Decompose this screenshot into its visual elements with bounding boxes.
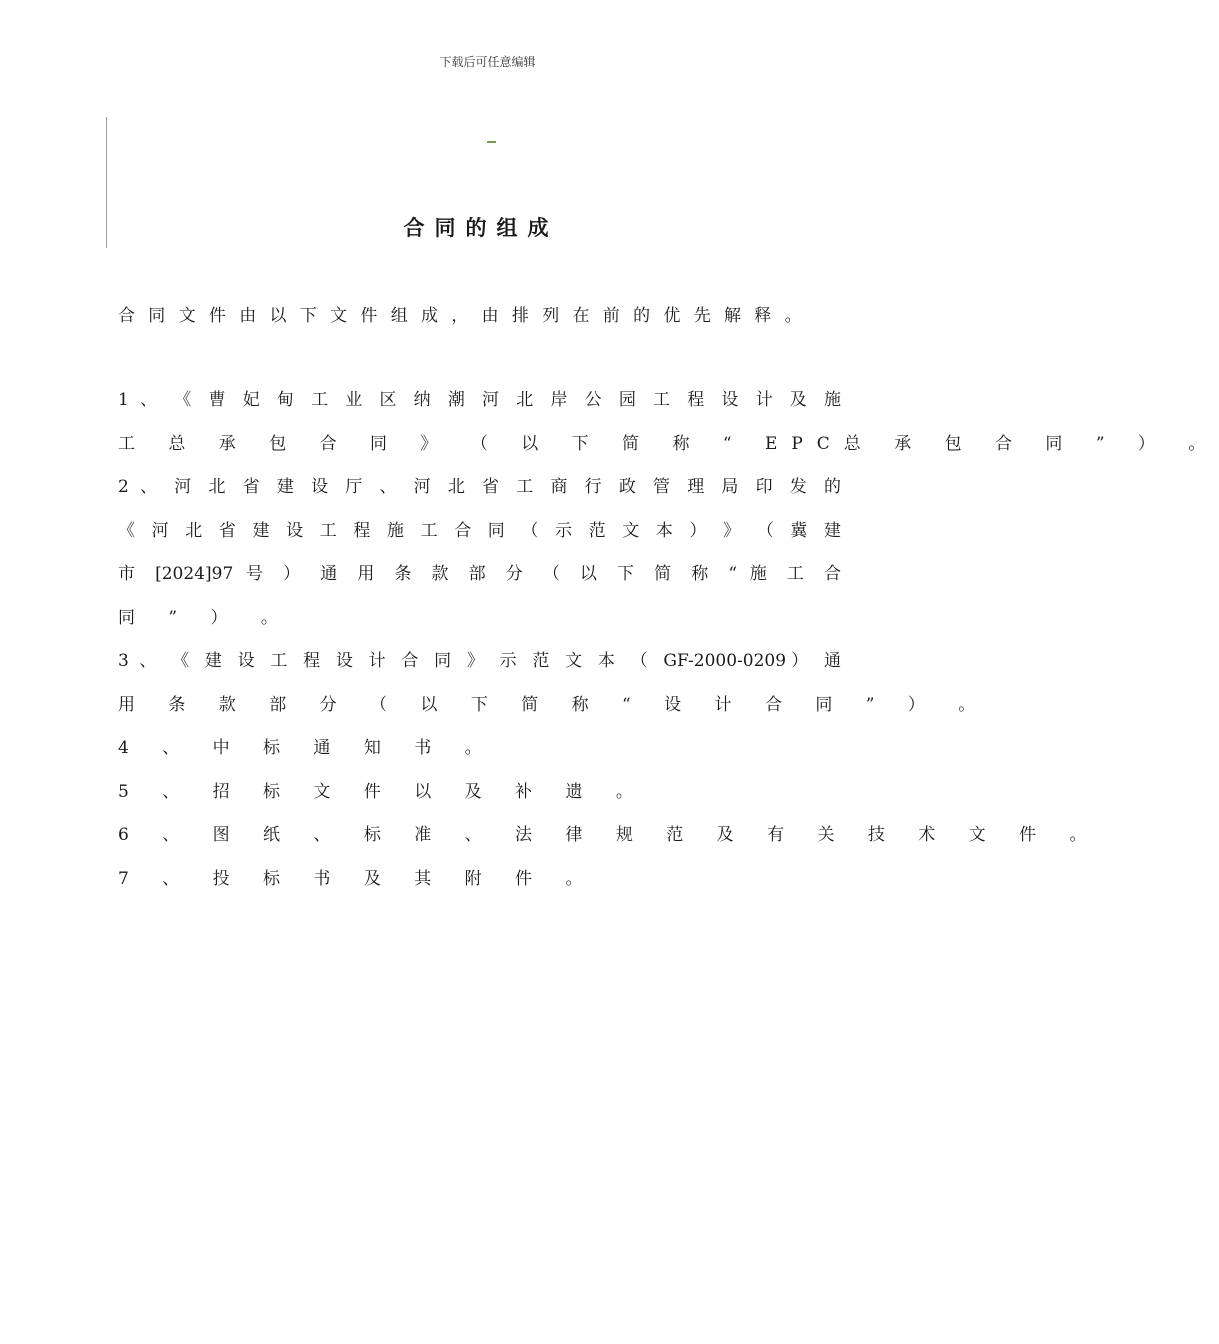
item-line: 用 条 款 部 分 （ 以 下 简 称 “ 设 计 合 同 ” ） 。	[118, 694, 990, 715]
list-item-7	[118, 865, 841, 909]
item-line: 《 河 北 省 建 设 工 程 施 工 合 同 （ 示 范 文 本 ） 》 （ 冀 建	[118, 520, 841, 541]
list-item-5	[118, 778, 841, 822]
item-line: 2 、 河 北 省 建 设 厅 、 河 北 省 工 商 行 政 管 理 局 印 发 的	[118, 477, 841, 497]
item-line: 6 、 图 纸 、 标 准 、 法 律 规 范 及 有 关 技 术 文 件 。	[118, 825, 1101, 845]
page-header-note: 下载后可任意编辑	[439, 55, 536, 69]
item-line: 3 、 《 建 设 工 程 设 计 合 同 》 示 范 文 本 （ GF-2000-0209） 通	[118, 651, 841, 671]
item-line: 同 ” ） 。	[118, 607, 292, 628]
intro-paragraph: 合同文件由以下文件组成，由排列在前的优先解释。	[118, 306, 815, 326]
list-item-6	[118, 821, 1101, 865]
item-line: 市 [2024]97 号 ） 通 用 条 款 部 分 （ 以 下 简 称 “ 施 工 合	[118, 564, 841, 584]
list-item-4	[118, 734, 841, 778]
document-title: 合同的组成	[403, 216, 559, 240]
item-line: 1 、 《 曹 妃 甸 工 业 区 纳 潮 河 北 岸 公 园 工 程 设 计 及 施	[118, 390, 841, 410]
accent-dash	[487, 141, 496, 143]
list-item-1	[118, 386, 1219, 473]
list-item-3	[118, 647, 990, 734]
item-line: 7 、 投 标 书 及 其 附 件 。	[118, 868, 597, 889]
contract-items-list	[118, 386, 1219, 908]
item-line: 4 、 中 标 通 知 书 。	[118, 738, 496, 758]
list-item-2	[118, 473, 841, 647]
item-line: 工 总 承 包 合 同 》 （ 以 下 简 称 “ EPC总 承 包 合 同 ” ） 。	[118, 433, 1219, 454]
item-line: 5 、 招 标 文 件 以 及 补 遗 。	[118, 781, 647, 802]
